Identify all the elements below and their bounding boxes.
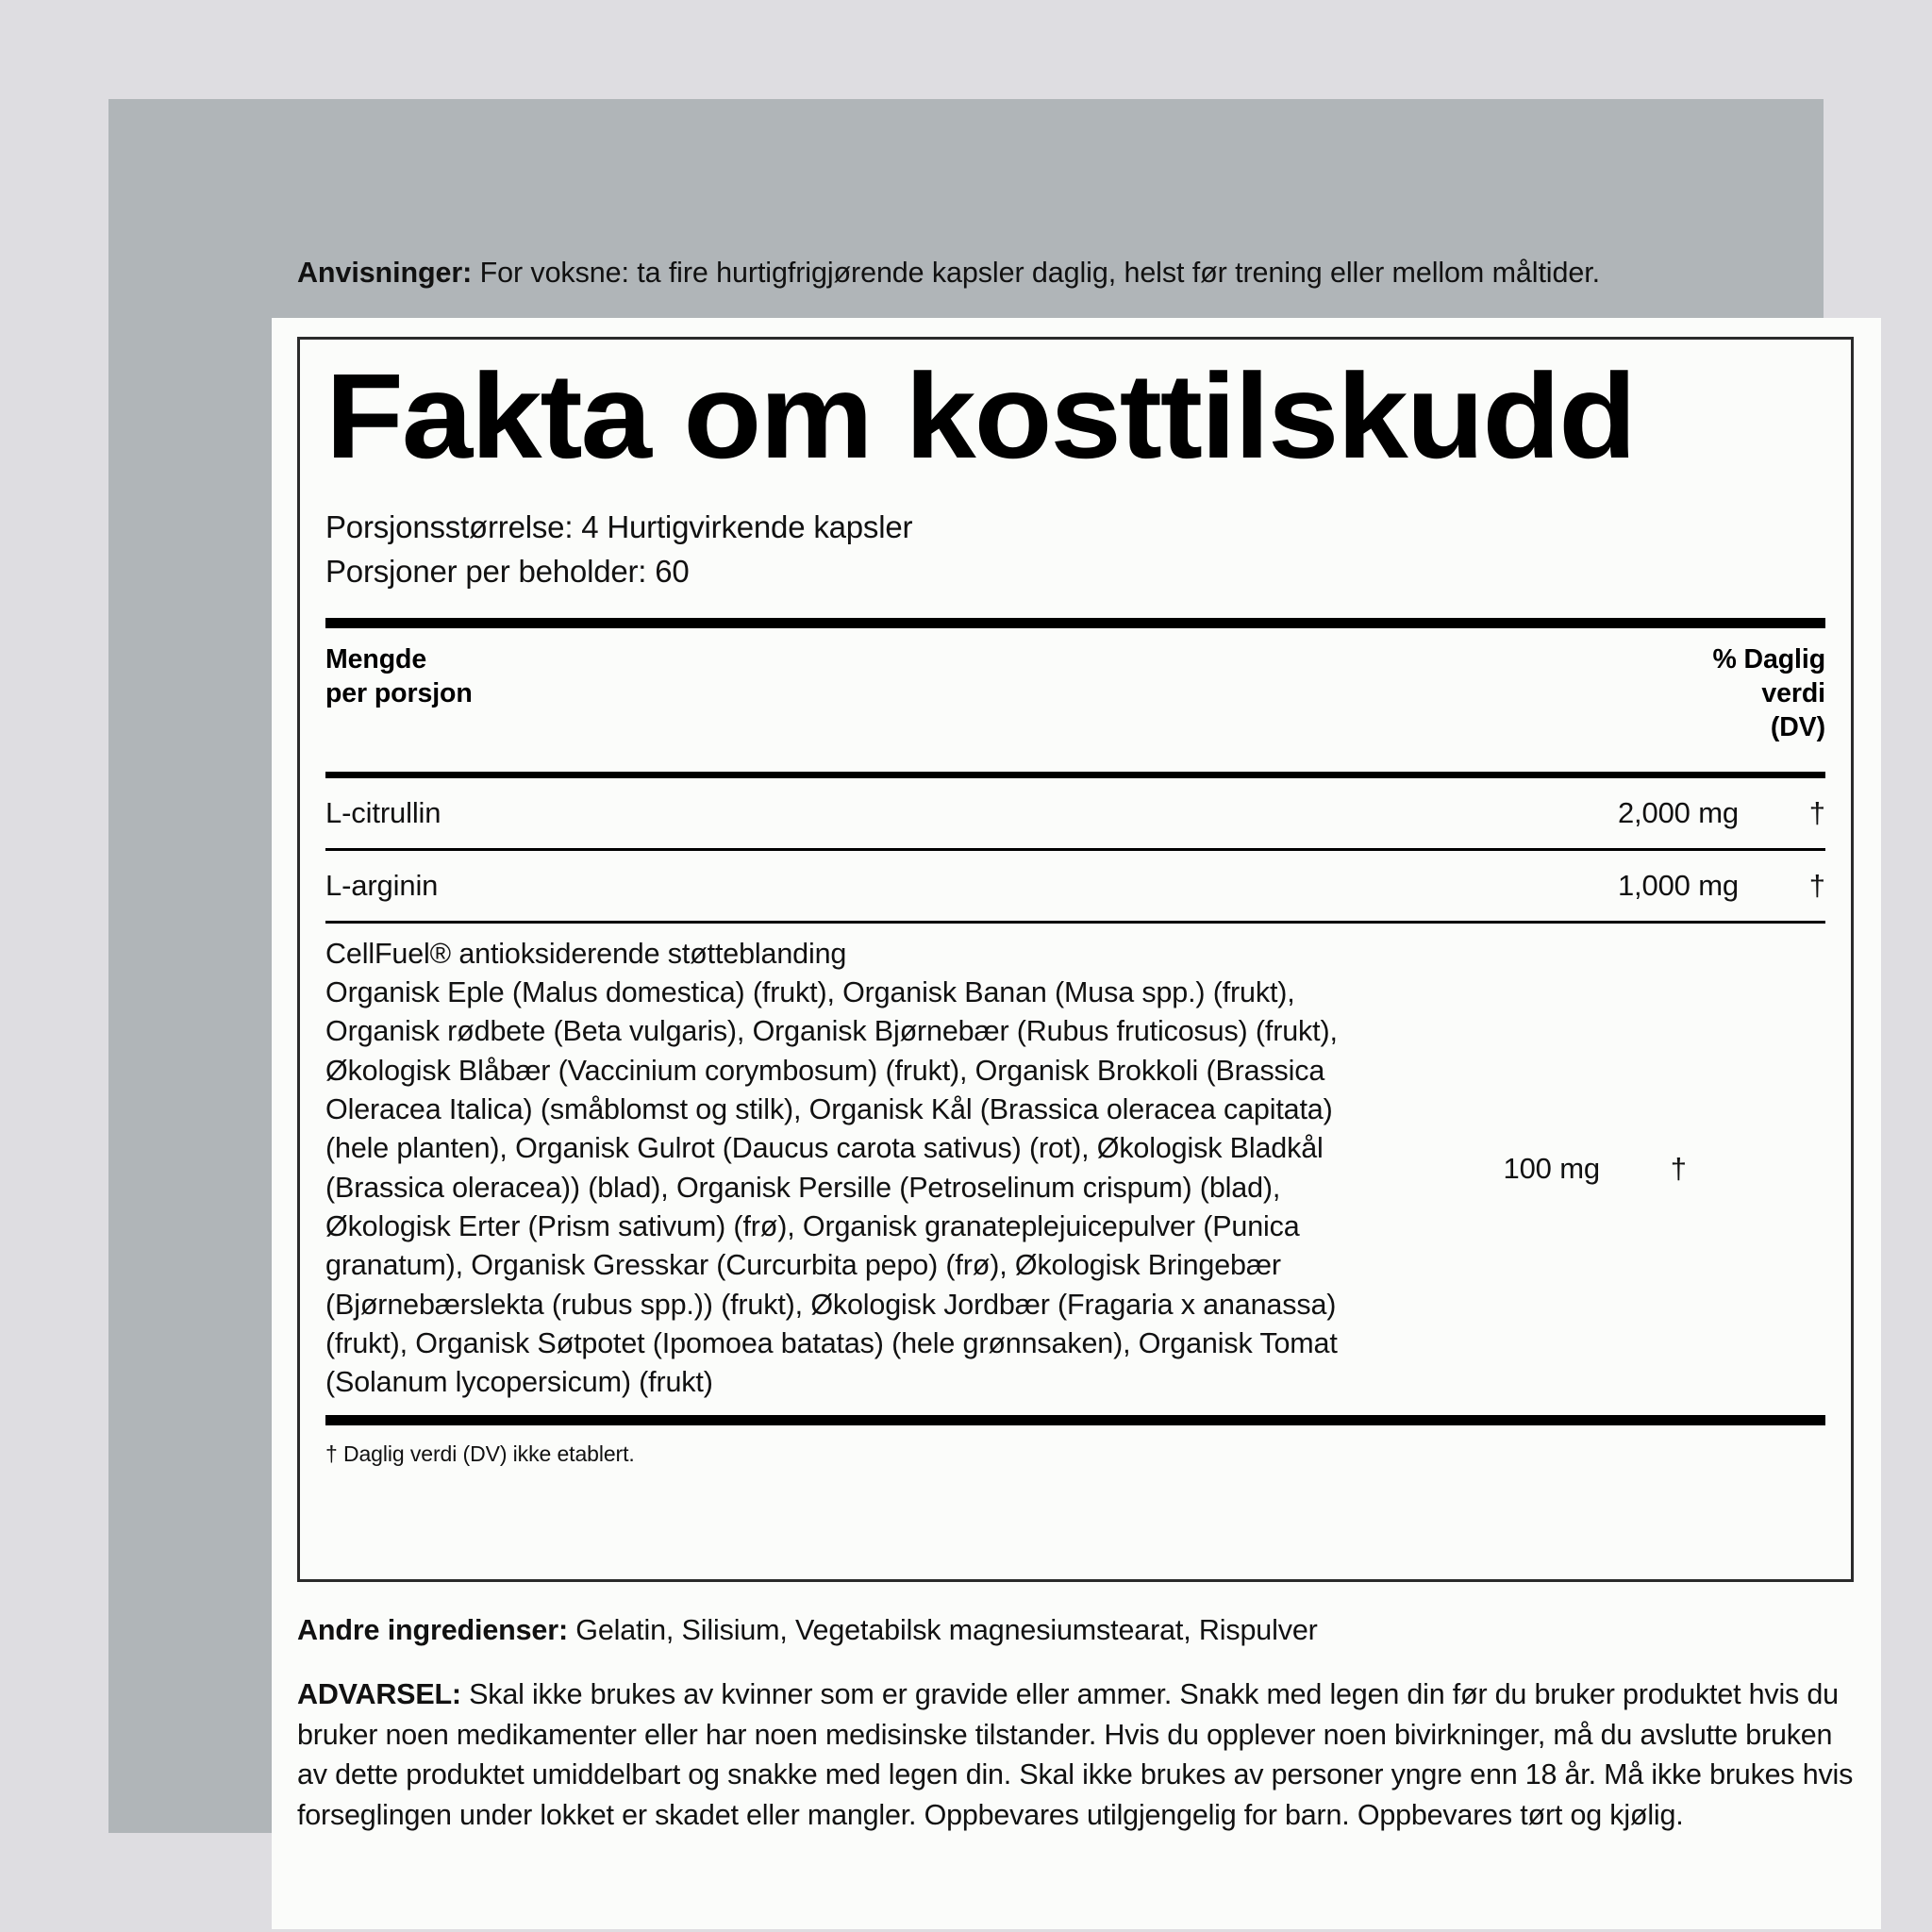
- nutrient-name: L-citrullin: [325, 795, 441, 829]
- product-label-panel: [108, 99, 1854, 1833]
- nutrient-daily-value: †: [1670, 1151, 1687, 1185]
- daily-value-footnote: † Daglig verdi (DV) ikke etablert.: [325, 1441, 635, 1467]
- nutrient-daily-value: †: [1808, 868, 1825, 902]
- directions-body: For voksne: ta fire hurtigfrigjørende kapsler daglig, helst før trening eller mellom måltider.: [472, 257, 1600, 289]
- blend-ingredients: Organisk Eple (Malus domestica) (frukt), Organisk Banan (Musa spp.) (frukt), Organisk rødbete (Beta vulgaris), Organisk Bjørnebær (Rubus fruticosus) (frukt), Økologisk Blåbær (Vaccinium corymbosum) (frukt), Organisk Brokkoli (Brassica Oleracea Italica) (småblomst og stilk), Organisk Kål (Brassica oleracea capitata) (hele planten), Organisk Gulrot (Daucus carota sativus) (rot), Økologisk Bladkål (Brassica oleracea)) (blad), Organisk Persille (Petroselinum crispum) (blad), Økologisk Erter (Prism sativum) (frø), Organisk granateplejuicepulver (Punica granatum), Organisk Gresskar (Curcurbita pepo) (frø), Økologisk Bringebær (Bjørnebærslekta (rubus spp.)) (frukt), Økologisk Jordbær (Fragaria x ananassa) (frukt), Organisk Søtpotet (Ipomoea batatas) (hele grønnsaken), Organisk Tomat (Solanum lycopersicum) (frukt): [325, 976, 1338, 1399]
- directions-text: [297, 255, 1863, 291]
- serving-info: [325, 506, 1825, 594]
- rule-above-footnote: [325, 1415, 1825, 1425]
- other-ingredients-text: [297, 1612, 1854, 1650]
- blend-description: [325, 935, 1397, 1403]
- nutrient-name: L-arginin: [325, 868, 439, 902]
- warning-body: Skal ikke brukes av kvinner som er gravide eller ammer. Snakk med legen din før du bruker produktet hvis du bruker noen medikamenter eller har noen medisinske tilstander. Hvis du opplever noen bivirkninger, må du avslutte bruken av dette produktet umiddelbart og snakke med legen din. Skal ikke brukes av personer yngre enn 18 år. Må ikke brukes hvis forseglingen under lokket er skadet eller mangler. Oppbevares utilgjengelig for barn. Oppbevares tørt og kjølig.: [297, 1678, 1854, 1832]
- other-ingredients-body: Gelatin, Silisium, Vegetabilsk magnesiumstearat, Rispulver: [567, 1614, 1318, 1646]
- table-row: [325, 778, 1825, 848]
- servings-per-container: Porsjoner per beholder: 60: [325, 553, 690, 589]
- table-row: [325, 851, 1825, 921]
- supplement-facts-box: [297, 337, 1854, 1582]
- dv-header-line-3: (DV): [1770, 711, 1825, 742]
- amount-per-serving-header: [325, 643, 1825, 711]
- warning-label: ADVARSEL:: [297, 1678, 461, 1710]
- amount-header-line-1: Mengde: [325, 643, 427, 675]
- warning-text: [297, 1674, 1859, 1836]
- rule-below-table-header: [325, 772, 1825, 778]
- nutrient-amount: 100 mg: [1503, 1151, 1600, 1185]
- table-row: [325, 924, 1825, 1416]
- blend-name: CellFuel® antioksiderende støtteblanding: [325, 937, 847, 970]
- supplement-facts-inner: [325, 340, 1825, 1467]
- supplement-facts-title: Fakta om kosttilskudd: [325, 349, 1635, 484]
- label-card: [272, 318, 1881, 1929]
- daily-value-header: [1712, 643, 1825, 745]
- nutrient-amount: 2,000 mg: [1617, 795, 1739, 829]
- facts-table-header: [325, 628, 1825, 772]
- directions-label: Anvisninger:: [297, 257, 473, 289]
- nutrient-amount: 1,000 mg: [1617, 868, 1739, 902]
- other-ingredients-label: Andre ingredienser:: [297, 1614, 568, 1646]
- nutrient-daily-value: †: [1808, 795, 1825, 829]
- rule-below-serving-info: [325, 618, 1825, 628]
- serving-size: Porsjonsstørrelse: 4 Hurtigvirkende kapsler: [325, 509, 913, 544]
- amount-header-line-2: per porsjon: [325, 677, 473, 708]
- dv-header-line-1: % Daglig: [1712, 643, 1825, 675]
- dv-header-line-2: verdi: [1761, 677, 1825, 708]
